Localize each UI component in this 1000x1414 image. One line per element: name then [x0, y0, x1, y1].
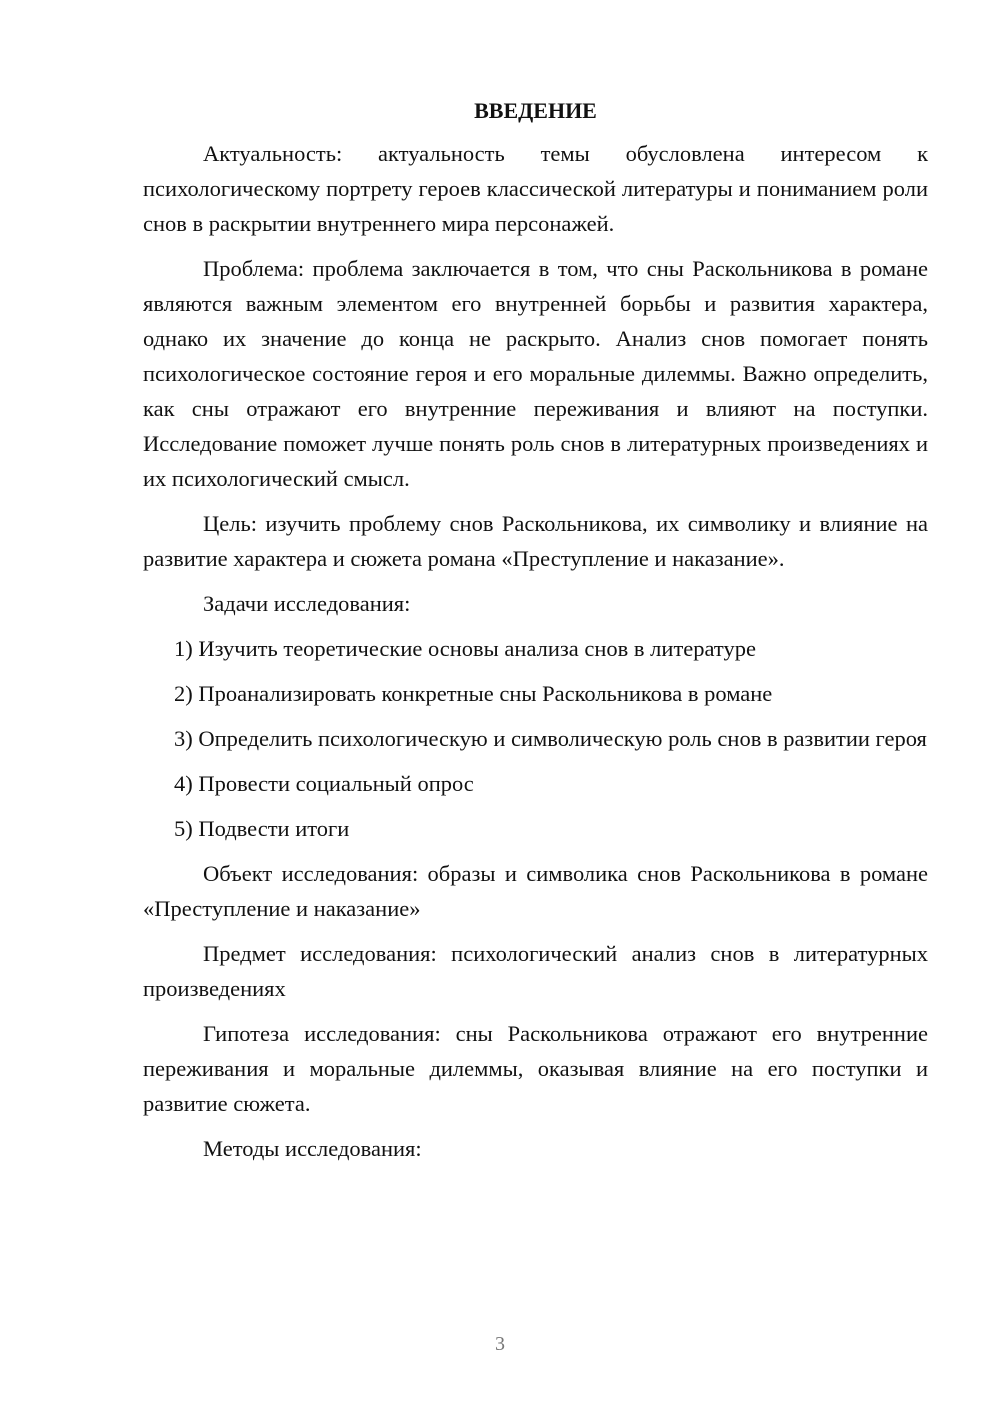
paragraph-relevance: Актуальность: актуальность темы обусловлена интересом к психологическому портрету героев классической литературы и пониманием роли снов в раскрытии внутреннего мира персонажей.	[143, 141, 928, 236]
task-item: 2) Проанализировать конкретные сны Раскольникова в романе	[174, 681, 773, 706]
paragraph-hypothesis: Гипотеза исследования: сны Раскольникова отражают его внутренние переживания и моральные дилеммы, оказывая влияние на его поступки и развитие сюжета.	[143, 1021, 928, 1116]
paragraph-problem: Проблема: проблема заключается в том, что сны Раскольникова в романе являются важным элементом его внутренней борьбы и развития характера, однако их значение до конца не раскрыто. Анализ снов помогает понять психологическое состояние героя и его моральные дилеммы. Важно определить, как сны отражают его внутренние переживания и влияют на поступки. Исследование поможет лучше понять роль снов в литературных произведениях и их психологический смысл.	[143, 256, 928, 491]
paragraph-goal: Цель: изучить проблему снов Раскольникова, их символику и влияние на развитие характера и сюжета романа «Преступление и наказание».	[143, 511, 928, 571]
page-number: 3	[495, 1333, 505, 1355]
methods-heading: Методы исследования:	[203, 1136, 422, 1161]
page-title: ВВЕДЕНИЕ	[474, 98, 597, 123]
paragraph-subject: Предмет исследования: психологический анализ снов в литературных произведениях	[143, 941, 928, 1001]
task-item: 3) Определить психологическую и символическую роль снов в развитии героя	[174, 726, 927, 751]
task-item: 1) Изучить теоретические основы анализа снов в литературе	[174, 636, 756, 661]
tasks-heading: Задачи исследования:	[203, 591, 411, 616]
paragraph-object: Объект исследования: образы и символика снов Раскольникова в романе «Преступление и наказание»	[143, 861, 928, 921]
page-content	[143, 96, 928, 1166]
task-item: 5) Подвести итоги	[174, 816, 350, 841]
task-item: 4) Провести социальный опрос	[174, 771, 474, 796]
